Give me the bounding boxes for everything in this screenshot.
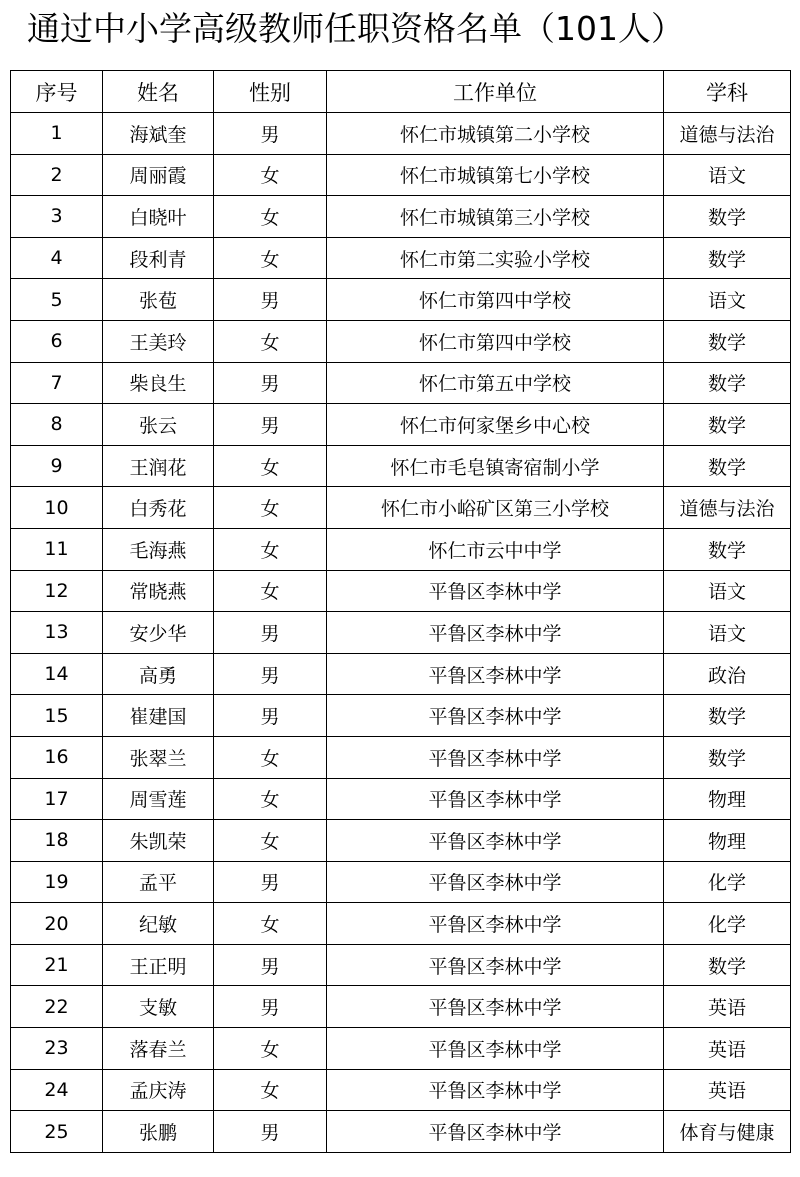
cell-serial-number: 19	[11, 861, 103, 903]
table-row	[11, 279, 791, 321]
table-row	[11, 944, 791, 986]
cell-subject: 物理	[664, 778, 791, 820]
cell-gender: 女	[214, 778, 327, 820]
cell-subject: 数学	[664, 695, 791, 737]
cell-name: 朱凯荣	[103, 820, 214, 862]
cell-work-unit: 平鲁区李林中学	[327, 903, 664, 945]
cell-serial-number: 20	[11, 903, 103, 945]
cell-subject: 数学	[664, 736, 791, 778]
cell-name: 白晓叶	[103, 196, 214, 238]
cell-name: 张翠兰	[103, 736, 214, 778]
table-row	[11, 237, 791, 279]
cell-serial-number: 16	[11, 736, 103, 778]
cell-work-unit: 怀仁市云中中学	[327, 528, 664, 570]
cell-work-unit: 平鲁区李林中学	[327, 570, 664, 612]
cell-subject: 英语	[664, 1069, 791, 1111]
page-title: 通过中小学高级教师任职资格名单（101人）	[27, 9, 684, 48]
header-work-unit: 工作单位	[327, 71, 664, 113]
cell-work-unit: 怀仁市城镇第二小学校	[327, 113, 664, 155]
cell-serial-number: 6	[11, 320, 103, 362]
cell-gender: 女	[214, 736, 327, 778]
cell-name: 王美玲	[103, 320, 214, 362]
cell-subject: 数学	[664, 320, 791, 362]
cell-subject: 体育与健康	[664, 1111, 791, 1153]
table-row	[11, 736, 791, 778]
table-row	[11, 1069, 791, 1111]
cell-work-unit: 怀仁市毛皂镇寄宿制小学	[327, 445, 664, 487]
cell-serial-number: 18	[11, 820, 103, 862]
cell-work-unit: 怀仁市第四中学校	[327, 320, 664, 362]
table-row	[11, 362, 791, 404]
cell-serial-number: 7	[11, 362, 103, 404]
cell-subject: 数学	[664, 237, 791, 279]
cell-subject: 英语	[664, 1028, 791, 1070]
cell-gender: 女	[214, 196, 327, 238]
cell-name: 安少华	[103, 612, 214, 654]
table-row	[11, 404, 791, 446]
cell-serial-number: 23	[11, 1028, 103, 1070]
cell-name: 落春兰	[103, 1028, 214, 1070]
cell-subject: 数学	[664, 445, 791, 487]
cell-name: 柴良生	[103, 362, 214, 404]
table-row	[11, 903, 791, 945]
cell-work-unit: 怀仁市第二实验小学校	[327, 237, 664, 279]
cell-subject: 数学	[664, 528, 791, 570]
cell-name: 周雪莲	[103, 778, 214, 820]
cell-serial-number: 5	[11, 279, 103, 321]
cell-serial-number: 17	[11, 778, 103, 820]
table-header-row	[11, 71, 791, 113]
cell-gender: 男	[214, 986, 327, 1028]
cell-work-unit: 怀仁市何家堡乡中心校	[327, 404, 664, 446]
cell-name: 孟平	[103, 861, 214, 903]
cell-name: 王润花	[103, 445, 214, 487]
cell-work-unit: 平鲁区李林中学	[327, 986, 664, 1028]
cell-gender: 男	[214, 861, 327, 903]
cell-gender: 男	[214, 279, 327, 321]
cell-name: 纪敏	[103, 903, 214, 945]
cell-work-unit: 怀仁市城镇第七小学校	[327, 154, 664, 196]
cell-work-unit: 怀仁市城镇第三小学校	[327, 196, 664, 238]
cell-subject: 数学	[664, 196, 791, 238]
table-row	[11, 612, 791, 654]
cell-subject: 语文	[664, 279, 791, 321]
table-row	[11, 653, 791, 695]
cell-serial-number: 3	[11, 196, 103, 238]
cell-name: 毛海燕	[103, 528, 214, 570]
cell-work-unit: 怀仁市第四中学校	[327, 279, 664, 321]
cell-name: 段利青	[103, 237, 214, 279]
cell-name: 孟庆涛	[103, 1069, 214, 1111]
cell-subject: 道德与法治	[664, 113, 791, 155]
cell-work-unit: 平鲁区李林中学	[327, 1069, 664, 1111]
cell-serial-number: 10	[11, 487, 103, 529]
cell-serial-number: 1	[11, 113, 103, 155]
cell-subject: 道德与法治	[664, 487, 791, 529]
cell-gender: 女	[214, 570, 327, 612]
cell-serial-number: 2	[11, 154, 103, 196]
cell-work-unit: 平鲁区李林中学	[327, 1111, 664, 1153]
cell-name: 海斌奎	[103, 113, 214, 155]
table-row	[11, 1028, 791, 1070]
cell-name: 常晓燕	[103, 570, 214, 612]
cell-subject: 化学	[664, 861, 791, 903]
table-row	[11, 570, 791, 612]
cell-work-unit: 平鲁区李林中学	[327, 653, 664, 695]
table-row	[11, 695, 791, 737]
cell-serial-number: 15	[11, 695, 103, 737]
cell-subject: 语文	[664, 570, 791, 612]
table-row	[11, 113, 791, 155]
cell-subject: 物理	[664, 820, 791, 862]
cell-subject: 数学	[664, 404, 791, 446]
cell-work-unit: 平鲁区李林中学	[327, 736, 664, 778]
cell-gender: 女	[214, 528, 327, 570]
cell-serial-number: 14	[11, 653, 103, 695]
cell-work-unit: 平鲁区李林中学	[327, 778, 664, 820]
cell-work-unit: 平鲁区李林中学	[327, 695, 664, 737]
cell-gender: 男	[214, 113, 327, 155]
cell-work-unit: 平鲁区李林中学	[327, 1028, 664, 1070]
table-row	[11, 320, 791, 362]
cell-serial-number: 25	[11, 1111, 103, 1153]
cell-work-unit: 平鲁区李林中学	[327, 820, 664, 862]
cell-name: 张苞	[103, 279, 214, 321]
table-row	[11, 861, 791, 903]
cell-subject: 数学	[664, 944, 791, 986]
cell-name: 崔建国	[103, 695, 214, 737]
cell-gender: 女	[214, 1028, 327, 1070]
cell-gender: 男	[214, 362, 327, 404]
cell-name: 高勇	[103, 653, 214, 695]
cell-subject: 英语	[664, 986, 791, 1028]
cell-serial-number: 22	[11, 986, 103, 1028]
table-row	[11, 528, 791, 570]
cell-serial-number: 21	[11, 944, 103, 986]
table-row	[11, 154, 791, 196]
cell-gender: 女	[214, 320, 327, 362]
cell-serial-number: 9	[11, 445, 103, 487]
table-body	[11, 113, 791, 1153]
table-row	[11, 820, 791, 862]
cell-gender: 男	[214, 404, 327, 446]
cell-gender: 女	[214, 237, 327, 279]
cell-gender: 女	[214, 445, 327, 487]
cell-gender: 男	[214, 653, 327, 695]
header-subject: 学科	[664, 71, 791, 113]
cell-gender: 男	[214, 1111, 327, 1153]
table-row	[11, 1111, 791, 1153]
cell-gender: 女	[214, 487, 327, 529]
cell-subject: 化学	[664, 903, 791, 945]
cell-work-unit: 怀仁市第五中学校	[327, 362, 664, 404]
cell-gender: 男	[214, 612, 327, 654]
cell-work-unit: 平鲁区李林中学	[327, 612, 664, 654]
header-gender: 性别	[214, 71, 327, 113]
cell-name: 周丽霞	[103, 154, 214, 196]
header-serial-number: 序号	[11, 71, 103, 113]
teacher-roster-table	[10, 70, 791, 1153]
cell-serial-number: 13	[11, 612, 103, 654]
cell-subject: 政治	[664, 653, 791, 695]
cell-gender: 女	[214, 820, 327, 862]
cell-serial-number: 11	[11, 528, 103, 570]
table-row	[11, 778, 791, 820]
cell-work-unit: 怀仁市小峪矿区第三小学校	[327, 487, 664, 529]
cell-work-unit: 平鲁区李林中学	[327, 861, 664, 903]
cell-gender: 女	[214, 903, 327, 945]
cell-gender: 男	[214, 944, 327, 986]
cell-gender: 男	[214, 695, 327, 737]
header-name: 姓名	[103, 71, 214, 113]
cell-subject: 语文	[664, 612, 791, 654]
cell-serial-number: 4	[11, 237, 103, 279]
table-row	[11, 196, 791, 238]
table-row	[11, 986, 791, 1028]
table-row	[11, 445, 791, 487]
table-row	[11, 487, 791, 529]
cell-subject: 语文	[664, 154, 791, 196]
cell-gender: 女	[214, 1069, 327, 1111]
cell-name: 白秀花	[103, 487, 214, 529]
cell-serial-number: 8	[11, 404, 103, 446]
cell-work-unit: 平鲁区李林中学	[327, 944, 664, 986]
cell-serial-number: 12	[11, 570, 103, 612]
cell-name: 支敏	[103, 986, 214, 1028]
cell-subject: 数学	[664, 362, 791, 404]
cell-gender: 女	[214, 154, 327, 196]
cell-serial-number: 24	[11, 1069, 103, 1111]
cell-name: 王正明	[103, 944, 214, 986]
cell-name: 张鹏	[103, 1111, 214, 1153]
cell-name: 张云	[103, 404, 214, 446]
